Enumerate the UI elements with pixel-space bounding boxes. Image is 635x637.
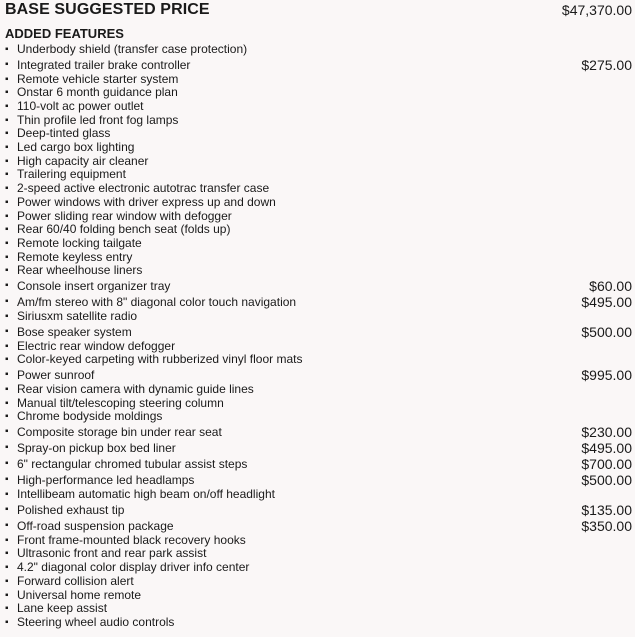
feature-label: Bose speaker system [17, 324, 132, 339]
feature-label: Composite storage bin under rear seat [17, 425, 222, 440]
bullet-icon: ▪ [5, 589, 9, 601]
bullet-icon: ▪ [5, 296, 9, 307]
feature-item [5, 57, 632, 73]
bullet-icon: ▪ [5, 354, 9, 366]
feature-label: Remote keyless entry [17, 249, 133, 264]
feature-item [5, 397, 632, 411]
bullet-icon: ▪ [5, 325, 9, 337]
features-list [5, 43, 632, 630]
feature-left [5, 410, 162, 424]
feature-left [5, 127, 110, 141]
feature-left [5, 310, 137, 324]
feature-left [5, 397, 224, 411]
feature-item [5, 86, 632, 100]
feature-left [5, 589, 141, 603]
feature-item [5, 210, 632, 224]
feature-left [5, 534, 246, 548]
bullet-icon: ▪ [5, 237, 9, 249]
feature-label: 110-volt ac power outlet [17, 99, 144, 114]
bullet-icon: ▪ [5, 603, 9, 615]
bullet-icon: ▪ [5, 384, 9, 396]
feature-label: Chrome bodyside moldings [17, 409, 163, 424]
feature-item [5, 324, 632, 340]
feature-price: $135.00 [581, 501, 632, 518]
feature-label: Rear 60/40 folding bench seat (folds up) [17, 222, 231, 237]
feature-left [5, 561, 249, 575]
bullet-icon: ▪ [5, 169, 9, 181]
feature-item [5, 237, 632, 251]
bullet-icon: ▪ [5, 458, 9, 470]
feature-left [5, 456, 247, 472]
feature-item [5, 294, 632, 310]
feature-left [5, 324, 132, 340]
bullet-icon: ▪ [5, 43, 9, 55]
feature-label: Underbody shield (transfer case protection) [17, 41, 248, 56]
feature-item [5, 340, 632, 354]
bullet-icon: ▪ [5, 519, 9, 531]
feature-left [5, 86, 178, 100]
bullet-icon: ▪ [5, 224, 9, 236]
feature-item [5, 616, 632, 630]
feature-left [5, 141, 134, 155]
feature-label: Universal home remote [17, 587, 142, 602]
bullet-icon: ▪ [5, 397, 9, 409]
feature-label: 2-speed active electronic autotrac transfer case [17, 181, 270, 196]
feature-price: $275.00 [581, 56, 632, 73]
feature-left [5, 196, 276, 210]
base-price-value: $47,370.00 [561, 2, 632, 18]
bullet-icon: ▪ [5, 128, 9, 140]
feature-left [5, 168, 126, 182]
feature-price: $995.00 [581, 367, 632, 384]
feature-item [5, 73, 632, 87]
bullet-icon: ▪ [5, 196, 9, 208]
feature-label: Spray-on pickup box bed liner [17, 441, 176, 456]
feature-left [5, 278, 170, 294]
bullet-icon: ▪ [5, 251, 9, 263]
feature-left [5, 353, 302, 367]
feature-left [5, 616, 174, 630]
bullet-icon: ▪ [5, 474, 9, 486]
feature-item [5, 561, 632, 575]
bullet-icon: ▪ [5, 87, 9, 99]
feature-item [5, 353, 632, 367]
bullet-icon: ▪ [5, 142, 9, 154]
feature-item [5, 502, 632, 518]
feature-price: $60.00 [589, 278, 632, 294]
feature-item [5, 472, 632, 488]
feature-left [5, 340, 175, 354]
feature-label: Intellibeam automatic high beam on/off headlight [17, 487, 275, 502]
feature-left [5, 440, 176, 456]
feature-label: 4.2" diagonal color display driver info center [17, 560, 250, 575]
bullet-icon: ▪ [5, 548, 9, 560]
feature-left [5, 502, 124, 518]
feature-label: Integrated trailer brake controller [17, 57, 191, 72]
feature-label: Console insert organizer tray [17, 279, 171, 293]
feature-left [5, 575, 134, 589]
feature-label: 6" rectangular chromed tubular assist steps [17, 457, 248, 472]
feature-item [5, 264, 632, 278]
feature-price: $700.00 [581, 456, 632, 473]
feature-price: $495.00 [581, 440, 632, 457]
feature-item [5, 100, 632, 114]
feature-label: Power windows with driver express up and down [17, 194, 276, 209]
bullet-icon: ▪ [5, 265, 9, 277]
feature-label: Siriusxm satellite radio [17, 308, 138, 323]
bullet-icon: ▪ [5, 616, 9, 628]
bullet-icon: ▪ [5, 155, 9, 167]
feature-item [5, 589, 632, 603]
bullet-icon: ▪ [5, 310, 9, 322]
feature-left [5, 294, 296, 310]
feature-item [5, 456, 632, 472]
feature-label: Deep-tinted glass [17, 126, 111, 141]
bullet-icon: ▪ [5, 411, 9, 423]
bullet-icon: ▪ [5, 503, 9, 515]
feature-item [5, 196, 632, 210]
feature-price: $230.00 [581, 424, 632, 441]
feature-label: Off-road suspension package [17, 518, 174, 533]
feature-label: High capacity air cleaner [17, 153, 149, 168]
feature-item [5, 141, 632, 155]
feature-item [5, 155, 632, 169]
feature-left [5, 210, 232, 224]
feature-item [5, 367, 632, 383]
added-features-title: ADDED FEATURES [5, 26, 124, 41]
feature-item [5, 383, 632, 397]
feature-left [5, 57, 190, 73]
feature-item [5, 182, 632, 196]
feature-item [5, 440, 632, 456]
feature-item [5, 278, 632, 294]
feature-item [5, 251, 632, 265]
feature-price: $350.00 [581, 517, 632, 534]
bullet-icon: ▪ [5, 210, 9, 222]
feature-label: High-performance led headlamps [17, 473, 195, 488]
feature-price: $500.00 [581, 472, 632, 489]
bullet-icon: ▪ [5, 183, 9, 195]
feature-item [5, 534, 632, 548]
feature-price: $495.00 [581, 294, 632, 310]
feature-label: Power sliding rear window with defogger [17, 208, 232, 223]
feature-left [5, 367, 94, 383]
feature-label: Thin profile led front fog lamps [17, 112, 179, 127]
feature-item [5, 114, 632, 128]
feature-left [5, 73, 178, 87]
feature-left [5, 114, 178, 128]
bullet-icon: ▪ [5, 101, 9, 113]
feature-label: Remote locking tailgate [17, 235, 142, 250]
feature-label: Lane keep assist [17, 601, 108, 616]
feature-left [5, 223, 230, 237]
feature-left [5, 602, 107, 616]
feature-price: $500.00 [581, 323, 632, 340]
feature-label: Manual tilt/telescoping steering column [17, 395, 224, 410]
feature-left [5, 100, 144, 114]
feature-item [5, 43, 632, 57]
feature-item [5, 310, 632, 324]
bullet-icon: ▪ [5, 562, 9, 574]
bullet-icon: ▪ [5, 426, 9, 438]
feature-label: Electric rear window defogger [17, 338, 176, 353]
bullet-icon: ▪ [5, 442, 9, 454]
feature-left [5, 237, 142, 251]
feature-label: Rear wheelhouse liners [17, 263, 143, 278]
feature-left [5, 547, 206, 561]
feature-item [5, 424, 632, 440]
feature-label: Ultrasonic front and rear park assist [17, 546, 207, 561]
feature-item [5, 169, 632, 183]
feature-label: Front frame-mounted black recovery hooks [17, 532, 246, 547]
base-price-title: BASE SUGGESTED PRICE [5, 1, 210, 18]
feature-item [5, 127, 632, 141]
feature-label: Power sunroof [17, 368, 95, 383]
feature-item [5, 223, 632, 237]
bullet-icon: ▪ [5, 73, 9, 85]
feature-item [5, 548, 632, 562]
feature-left [5, 424, 222, 440]
feature-left [5, 43, 247, 57]
bullet-icon: ▪ [5, 58, 9, 70]
feature-left [5, 251, 132, 265]
feature-left [5, 488, 275, 502]
feature-label: Rear vision camera with dynamic guide lines [17, 382, 254, 397]
feature-item [5, 602, 632, 616]
base-price-row [5, 0, 632, 20]
feature-left [5, 383, 254, 397]
feature-label: Onstar 6 month guidance plan [17, 85, 178, 100]
feature-left [5, 518, 174, 534]
feature-item [5, 410, 632, 424]
feature-label: Steering wheel audio controls [17, 614, 175, 629]
bullet-icon: ▪ [5, 340, 9, 352]
bullet-icon: ▪ [5, 114, 9, 126]
feature-label: Am/fm stereo with 8" diagonal color touch navigation [17, 295, 297, 309]
feature-left [5, 155, 148, 169]
bullet-icon: ▪ [5, 534, 9, 546]
feature-label: Remote vehicle starter system [17, 71, 179, 86]
bullet-icon: ▪ [5, 489, 9, 501]
feature-left [5, 472, 194, 488]
feature-left [5, 182, 269, 196]
bullet-icon: ▪ [5, 369, 9, 381]
feature-label: Color-keyed carpeting with rubberized vinyl floor mats [17, 352, 303, 367]
feature-label: Led cargo box lighting [17, 140, 135, 155]
feature-item [5, 575, 632, 589]
bullet-icon: ▪ [5, 575, 9, 587]
feature-label: Forward collision alert [17, 573, 134, 588]
bullet-icon: ▪ [5, 280, 9, 291]
feature-item [5, 488, 632, 502]
feature-label: Polished exhaust tip [17, 502, 125, 517]
feature-item [5, 518, 632, 534]
feature-label: Trailering equipment [17, 167, 126, 182]
feature-left [5, 264, 142, 278]
